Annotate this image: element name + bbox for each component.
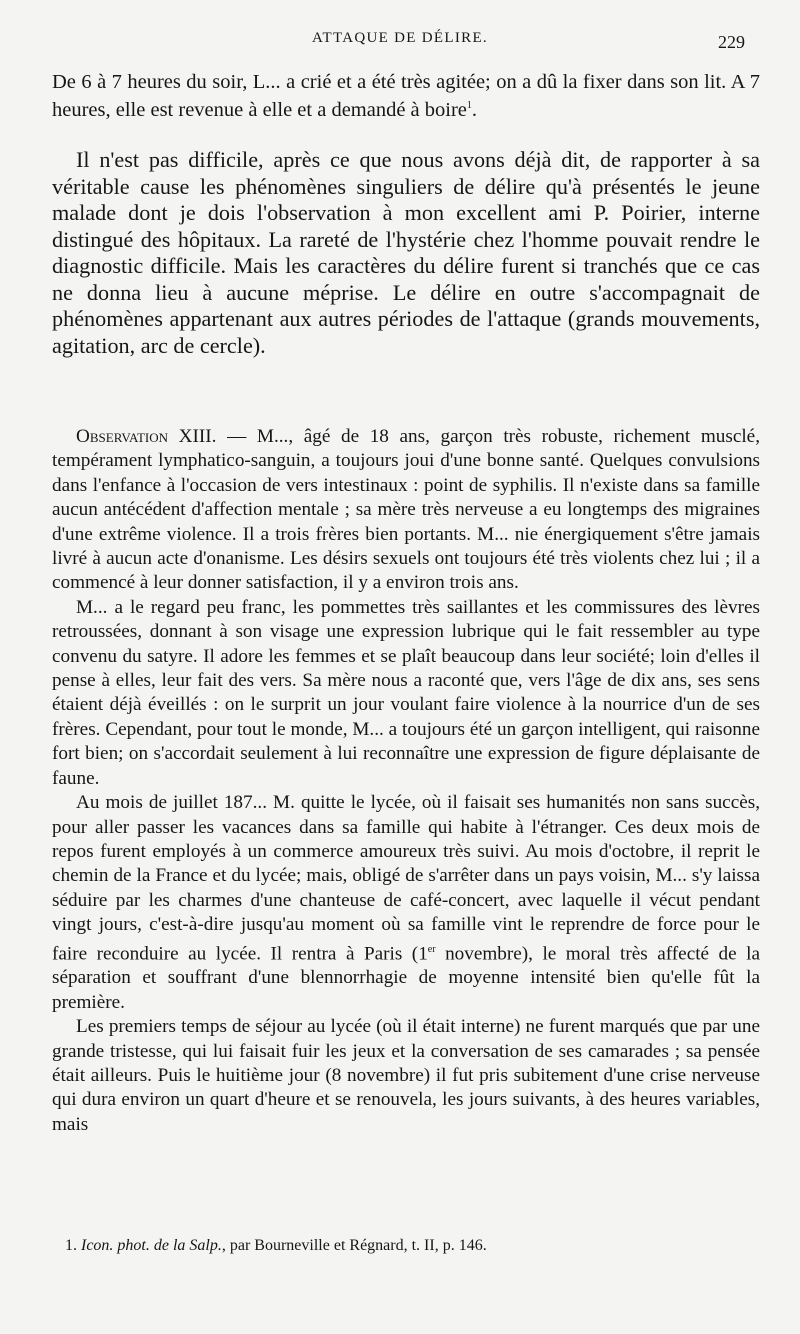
footnote-mark: 1 bbox=[466, 100, 472, 111]
observation-paragraph-2: M... a le regard peu franc, les pommettes très saillantes et les commissures des lèvres retroussées, donnant à son visage une expression lubrique qui le fait ressembler au type convenu du satyre. Il adore les femmes et se plaît beaucoup dans leur société; loin d'elles il pense à elles, leur fait des vers. Sa mère nous a raconté que, vers l'âge de dix ans, ses sens étaient déjà éveillés : on le surprit un jour voulant faire violence à la nourrice d'un de ses frères. Cependant, pour tout le monde, M... a toujours été un garçon intelligent, qui raisonne fort bien; on s'accordait seulement à lui reconnaître une expression de figure déplaisante de faune. bbox=[52, 596, 760, 789]
observation-text-1: — M..., âgé de 18 ans, garçon très robuste, richement musclé, tempérament lymphatico-sanguin, a toujours joui d'une bonne santé. Quelques convulsions dans l'enfance à l'occasion de vers intestinaux : point de syphilis. Il n'existe dans sa famille aucun antécédent d'affection mentale ; sa mère très nerveuse a eu longtemps des migraines d'une extrême violence. Il a trois frères bien portants. M... nie énergiquement s'être jamais livré à aucun acte d'onanisme. Les désirs sexuels ont toujours été très violents chez lui ; il a commencé à leur donner satisfaction, il y a environ trois ans. bbox=[52, 426, 760, 594]
observation-block bbox=[52, 425, 760, 1137]
main-paragraph: Il n'est pas difficile, après ce que nous avons déjà dit, de rapporter à sa véritable cause les phénomènes singuliers de délire qu'à présentés le jeune malade dont je dois l'observation à mon excellent ami P. Poirier, interne distingué des hôpitaux. La rareté de l'hystérie chez l'homme pouvait rendre le diagnostic difficile. Mais les caractères du délire furent si tranchés que ce cas ne donna lieu à aucune méprise. Le délire en outre s'accompagnait de phénomènes appartenant aux autres périodes de l'attaque (grands mouvements, agitation, arc de cercle). bbox=[52, 147, 760, 358]
top-paragraph-block bbox=[52, 70, 760, 122]
observation-paragraph-4: Les premiers temps de séjour au lycée (où il était interne) ne furent marqués que par une grande tristesse, qui lui faisait fuir les jeux et la conversation de ses camarades ; sa pensée était ailleurs. Puis le huitième jour (8 novembre) il fut pris subitement d'une crise nerveuse qui dura environ un quart d'heure et se renouvela, les jours suivants, à des heures variables, mais bbox=[52, 1016, 760, 1135]
observation-label: Observation XIII. bbox=[76, 426, 217, 447]
observation-text-3a: Au mois de juillet 187... M. quitte le lycée, où il faisait ses humanités non sans succès, pour aller passer les vacances dans sa famille qui habite à l'étranger. Ces deux mois de repos furent employés à un commerce amoureux très suivi. Au mois d'octobre, il reprit le chemin de la France et du lycée; mais, obligé de s'arrêter dans un pays voisin, M... s'y laissa séduire par les charmes d'une chanteuse de café-concert, avec laquelle il vécut pendant vingt jours, c'est-à-dire jusqu'au moment où sa famille vint le reprendre de force pour le faire reconduire au lycée. Il rentra à Paris (1 bbox=[52, 792, 760, 964]
observation-text-3b: novembre), le moral très affecté de la séparation et souffrant d'une blennorrhagie de moyenne intensité bien qu'elle fût la première. bbox=[52, 942, 760, 1013]
top-paragraph bbox=[52, 70, 760, 122]
page-number: 229 bbox=[718, 32, 745, 52]
ordinal-superscript: er bbox=[427, 943, 436, 955]
observation-paragraph-1 bbox=[52, 425, 760, 596]
top-paragraph-text: De 6 à 7 heures du soir, L... a crié et a été très agitée; on a dû la fixer dans son lit. A 7 heures, elle est revenue à elle et a demandé à boire bbox=[52, 71, 760, 121]
footnote-number: 1. bbox=[65, 1237, 77, 1254]
footnote-source-title: Icon. phot. de la Salp. bbox=[81, 1237, 222, 1254]
running-header: ATTAQUE DE DÉLIRE. bbox=[312, 30, 488, 46]
observation-paragraph-3 bbox=[52, 791, 760, 1015]
top-paragraph-end: . bbox=[471, 98, 478, 121]
footnote-source-rest: , par Bourneville et Régnard, t. II, p. 146. bbox=[221, 1237, 487, 1254]
footnote bbox=[65, 1237, 487, 1255]
main-paragraph-block bbox=[52, 147, 760, 359]
